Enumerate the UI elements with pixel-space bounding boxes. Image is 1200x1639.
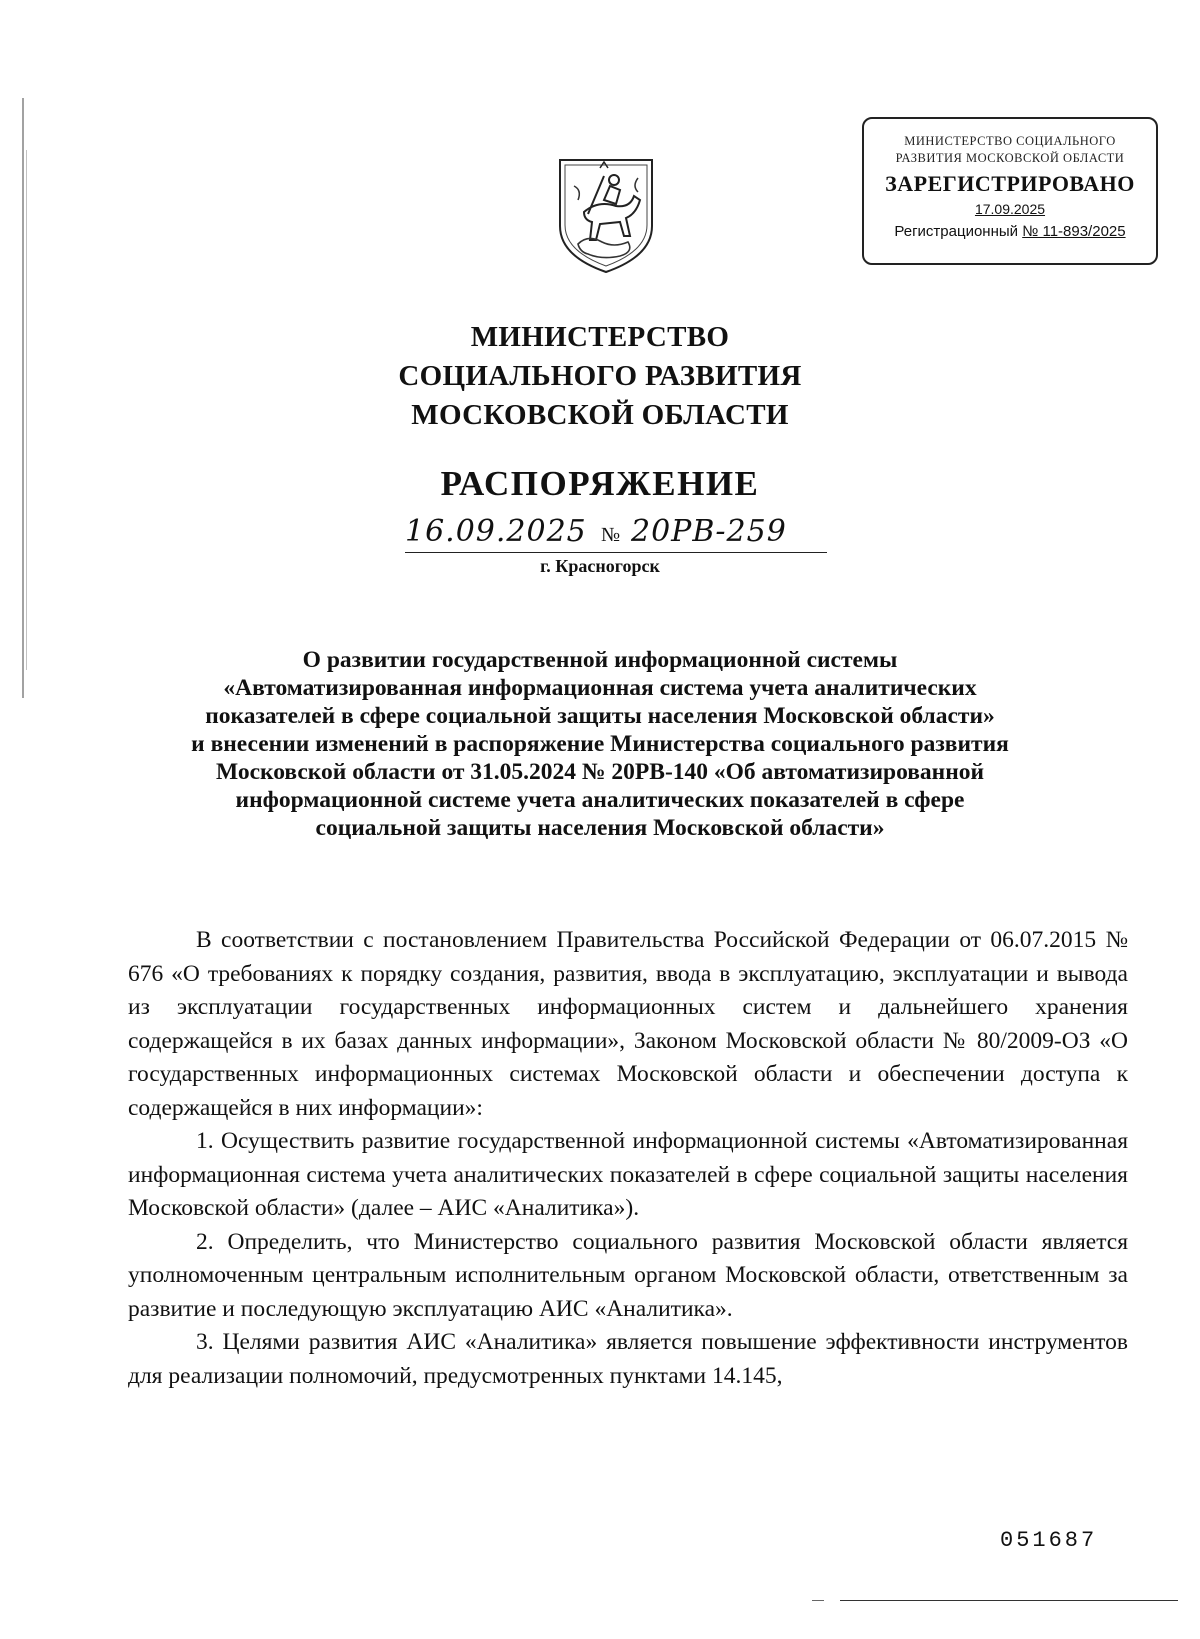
- body-paragraph: В соответствии с постановлением Правительства Российской Федерации от 06.07.2015 № 676 «О требованиях к порядку создания, развития, ввода в эксплуатацию, эксплуатации и вывода из эксплуатации государственных информационных систем и дальнейшего хранения содержащейся в их базах данных информации», Законом Московской области № 80/2009-ОЗ «О государственных информационных системах Московской области и обеспечении доступа к содержащейся в них информации»:: [128, 927, 1128, 1121]
- document-city: г. Красногорск: [540, 556, 660, 576]
- date-number-underline: [405, 552, 827, 553]
- number-sign: №: [601, 524, 621, 546]
- stamp-org-line: МИНИСТЕРСТВО СОЦИАЛЬНОГО: [904, 134, 1116, 148]
- ministry-name-line: СОЦИАЛЬНОГО РАЗВИТИЯ: [398, 360, 802, 392]
- coat-of-arms-icon: [554, 156, 658, 276]
- stamp-org-line: РАЗВИТИЯ МОСКОВСКОЙ ОБЛАСТИ: [895, 151, 1125, 165]
- footer-dash: [812, 1600, 824, 1601]
- scan-artifact-line: [22, 98, 24, 698]
- ministry-name: [200, 318, 1000, 435]
- document-date-number: [405, 514, 825, 558]
- handwritten-date: 16.09.2025: [405, 514, 587, 549]
- subject-line: показателей в сфере социальной защиты населения Московской области»: [205, 703, 995, 729]
- document-subject: [110, 646, 1090, 842]
- subject-line: информационной системе учета аналитических показателей в сфере: [235, 787, 965, 813]
- subject-line: Московской области от 31.05.2024 № 20РВ-140 «Об автоматизированной: [215, 759, 985, 785]
- blank-serial-number: 051687: [1000, 1528, 1098, 1553]
- document-type: РАСПОРЯЖЕНИЕ: [440, 464, 760, 503]
- ministry-name-line: МИНИСТЕРСТВО: [470, 321, 730, 353]
- body-paragraph: 2. Определить, что Министерство социального развития Московской области является уполномоченным центральным исполнительным органом Московской области, ответственным за развитие и последующую эксплуатацию АИС «Аналитика».: [128, 1228, 1128, 1322]
- ministry-name-line: МОСКОВСКОЙ ОБЛАСТИ: [411, 399, 789, 431]
- scan-artifact-line: [26, 150, 27, 670]
- stamp-status: ЗАРЕГИСТРИРОВАНО: [885, 171, 1135, 196]
- subject-line: «Автоматизированная информационная система учета аналитических: [223, 675, 977, 701]
- document-body: [128, 924, 1128, 1393]
- stamp-number-value: № 11-893/2025: [1022, 223, 1126, 240]
- registration-stamp: [862, 117, 1158, 265]
- handwritten-number: 20РВ-259: [631, 514, 787, 549]
- stamp-number-prefix: Регистрационный: [894, 223, 1023, 240]
- body-paragraph: 1. Осуществить развитие государственной информационной системы «Автоматизированная информационная система учета аналитических показателей в сфере социальной защиты населения Московской области» (далее – АИС «Аналитика»).: [128, 1128, 1128, 1221]
- stamp-number: [864, 223, 1156, 240]
- subject-line: и внесении изменений в распоряжение Министерства социального развития: [191, 731, 1009, 757]
- body-paragraph: 3. Целями развития АИС «Аналитика» является повышение эффективности инструментов для реализации полномочий, предусмотренных пунктами 14.145,: [128, 1329, 1128, 1389]
- subject-line: социальной защиты населения Московской области»: [315, 815, 885, 841]
- stamp-date: 17.09.2025: [974, 201, 1046, 217]
- subject-line: О развитии государственной информационной системы: [302, 647, 898, 673]
- footer-rule: [840, 1600, 1178, 1601]
